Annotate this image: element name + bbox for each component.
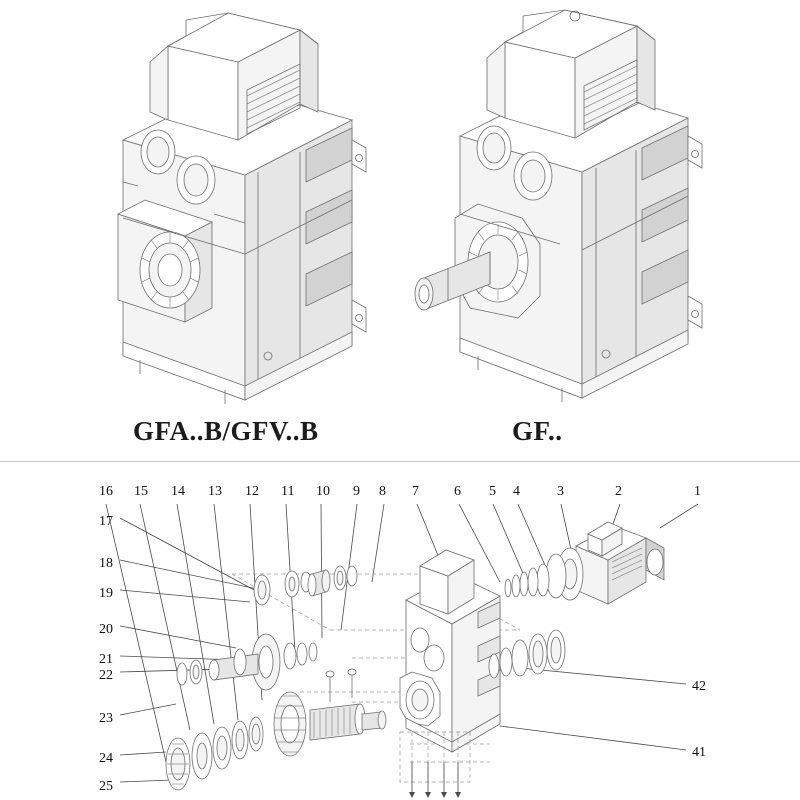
gear-group-lower — [166, 669, 386, 790]
callout-23: 23 — [99, 711, 113, 726]
callout-3: 3 — [557, 484, 564, 499]
callout-12: 12 — [245, 484, 259, 499]
callout-24: 24 — [99, 751, 113, 766]
gear-group-middle — [177, 634, 317, 690]
housing-part — [400, 550, 500, 752]
gearbox-view-right — [415, 10, 702, 402]
gearbox-view-left — [118, 13, 366, 404]
caption-left: GFA..B/GFV..B — [133, 416, 319, 446]
callout-9: 9 — [353, 484, 360, 499]
callout-16: 16 — [99, 484, 113, 499]
callout-41: 41 — [692, 745, 706, 760]
exploded-assembly-panel — [0, 462, 800, 800]
callout-18: 18 — [99, 556, 113, 571]
callout-8: 8 — [379, 484, 386, 499]
callout-21: 21 — [99, 652, 113, 667]
callout-2: 2 — [615, 484, 622, 499]
motor-adapter-part — [546, 522, 664, 604]
callout-10: 10 — [316, 484, 330, 499]
callout-42: 42 — [692, 679, 706, 694]
callout-22: 22 — [99, 668, 113, 683]
leader-lines-right — [500, 668, 686, 750]
callout-20: 20 — [99, 622, 113, 637]
callout-7: 7 — [412, 484, 419, 499]
callout-13: 13 — [208, 484, 222, 499]
bolt-arrows — [409, 762, 461, 798]
callout-17: 17 — [99, 514, 113, 529]
callout-19: 19 — [99, 586, 113, 601]
callout-6: 6 — [454, 484, 461, 499]
seal-ring-group-upper — [254, 566, 357, 605]
caption-right: GF.. — [512, 416, 563, 446]
callout-15: 15 — [134, 484, 148, 499]
callout-4: 4 — [513, 484, 520, 499]
callout-14: 14 — [171, 484, 185, 499]
exploded-parts-svg — [0, 462, 800, 800]
callout-5: 5 — [489, 484, 496, 499]
callout-11: 11 — [281, 484, 295, 499]
callout-25: 25 — [99, 779, 113, 794]
callout-1: 1 — [694, 484, 701, 499]
